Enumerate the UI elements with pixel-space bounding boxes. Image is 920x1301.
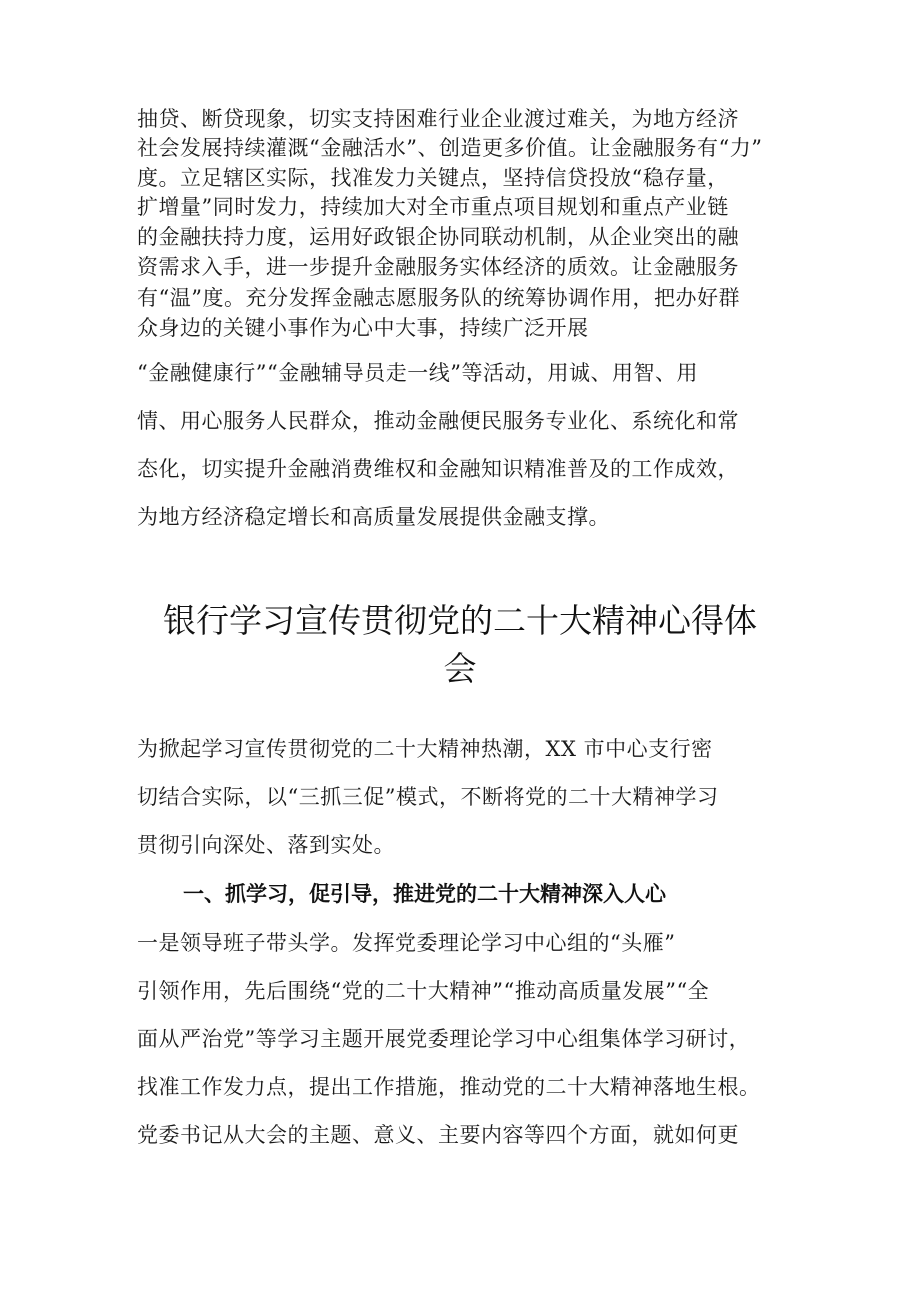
continuation-line-6: 资需求入手，进一步提升金融服务实体经济的质效。让金融服务: [137, 255, 739, 279]
continuation-line-8: 众身边的关键小事作为心中大事，持续广泛开展: [137, 316, 589, 340]
continuation-line-5: 的金融扶持力度，运用好政银企协同联动机制，从企业突出的融: [137, 225, 739, 249]
intro-line-1: 为掀起学习宣传贯彻党的二十大精神热潮，XX 市中心支行密: [137, 737, 713, 761]
article-title-line-2: 会: [443, 649, 477, 688]
section-line-1: 一是领导班子带头学。发挥党委理论学习中心组的“头雁”: [137, 931, 676, 955]
continuation-line-10: 情、用心服务人民群众，推动金融便民服务专业化、系统化和常: [137, 409, 739, 433]
section-heading: 一、抓学习，促引导，推进党的二十大精神深入人心: [183, 882, 666, 906]
article-title-line-1: 银行学习宣传贯彻党的二十大精神心得体: [163, 601, 757, 640]
section-line-4: 找准工作发力点，提出工作措施，推动党的二十大精神落地生根。: [137, 1075, 761, 1099]
intro-line-3: 贯彻引向深处、落到实处。: [137, 833, 395, 857]
continuation-line-3: 度。立足辖区实际，找准发力关键点，坚持信贷投放“稳存量，: [137, 166, 729, 190]
continuation-line-1: 抽贷、断贷现象，切实支持困难行业企业渡过难关，为地方经济: [137, 107, 739, 131]
continuation-line-2: 社会发展持续灌溉“金融活水”、创造更多价值。让金融服务有“力”: [137, 136, 763, 160]
continuation-line-11: 态化，切实提升金融消费维权和金融知识精准普及的工作成效，: [137, 457, 739, 481]
intro-line-2: 切结合实际，以“三抓三促”模式，不断将党的二十大精神学习: [137, 785, 719, 809]
section-line-2: 引领作用，先后围绕“党的二十大精神”“推动高质量发展”“全: [137, 979, 710, 1003]
continuation-line-9: “金融健康行”“金融辅导员走一线”等活动，用诚、用智、用: [137, 361, 698, 385]
continuation-line-4: 扩增量”同时发力，持续加大对全市重点项目规划和重点产业链: [137, 195, 729, 219]
continuation-line-12: 为地方经济稳定增长和高质量发展提供金融支撑。: [137, 505, 610, 529]
section-line-5: 党委书记从大会的主题、意义、主要内容等四个方面，就如何更: [137, 1123, 739, 1147]
continuation-line-7: 有“温”度。充分发挥金融志愿服务队的统筹协调作用，把办好群: [137, 286, 740, 310]
section-line-3: 面从严治党”等学习主题开展党委理论学习中心组集体学习研讨，: [137, 1027, 751, 1051]
